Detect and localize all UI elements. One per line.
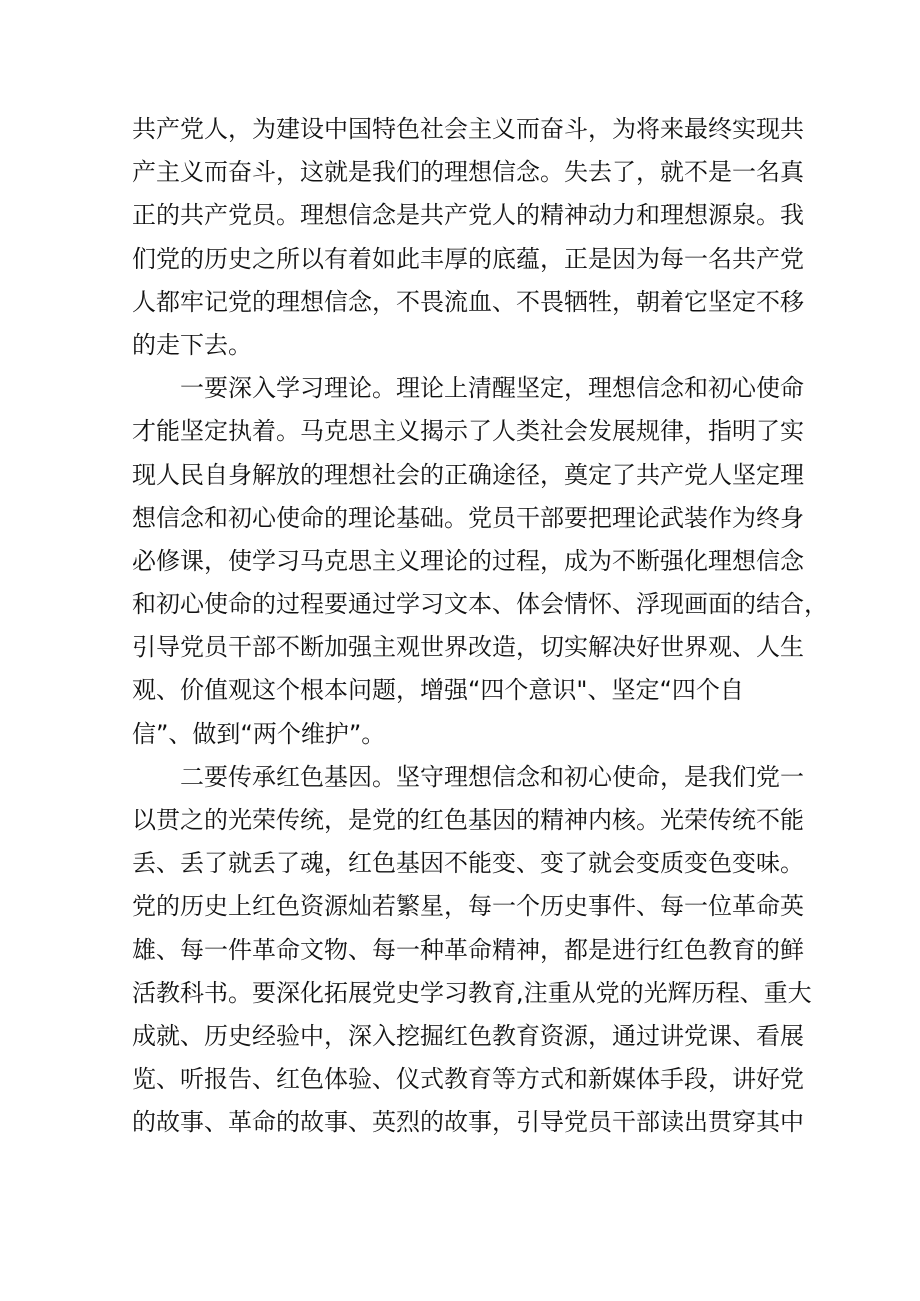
text-line: 产主义而奋斗，这就是我们的理想信念。失去了，就不是一名真: [132, 158, 804, 187]
document-body: [132, 108, 828, 1145]
paragraph-study-theory: [132, 367, 828, 756]
text-line: 活教科书。要深化拓展党史学习教育,注重从党的光辉历程、重大: [132, 978, 812, 1007]
text-line: 党的历史上红色资源灿若繁星，每一个历史事件、每一位革命英: [132, 892, 804, 921]
text-line: 信”、做到“两个维护”。: [132, 719, 386, 748]
text-line: 们党的历史之所以有着如此丰厚的底蕴，正是因为每一名共产党: [132, 244, 804, 273]
text-line: 一要深入学习理论。理论上清醒坚定，理想信念和初心使命: [180, 374, 804, 403]
text-line: 成就、历史经验中，深入挖掘红色教育资源，通过讲党课、看展: [132, 1021, 804, 1050]
text-line: 才能坚定执着。马克思主义揭示了人类社会发展规律，指明了实: [132, 417, 804, 446]
text-line: 以贯之的光荣传统，是党的红色基因的精神内核。光荣传统不能: [132, 806, 804, 834]
text-line: 共产党人，为建设中国特色社会主义而奋斗，为将来最终实现共: [132, 115, 804, 143]
paragraph-red-genes: [132, 756, 812, 1145]
text-line: 引导党员干部不断加强主观世界改造，切实解决好世界观、人生: [132, 633, 804, 662]
text-line: 的走下去。: [132, 330, 252, 359]
paragraph-ideals: [132, 108, 804, 367]
text-line: 览、听报告、红色体验、仪式教育等方式和新媒体手段，讲好党: [132, 1065, 804, 1094]
text-line: 必修课，使学习马克思主义理论的过程，成为不断强化理想信念: [132, 546, 804, 575]
text-line: 人都牢记党的理想信念，不畏流血、不畏牺牲，朝着它坚定不移: [132, 287, 804, 316]
text-line: 二要传承红色基因。坚守理想信念和初心使命，是我们党一: [180, 762, 804, 791]
text-line: 现人民自身解放的理想社会的正确途径，奠定了共产党人坚定理: [132, 460, 804, 489]
text-line: 正的共产党员。理想信念是共产党人的精神动力和理想源泉。我: [132, 201, 804, 230]
text-line: 和初心使命的过程要通过学习文本、体会情怀、浮现画面的结合，: [132, 590, 828, 619]
text-line: 的故事、革命的故事、英烈的故事，引导党员干部读出贯穿其中: [132, 1108, 804, 1137]
text-line: 雄、每一件革命文物、每一种革命精神，都是进行红色教育的鲜: [132, 935, 804, 964]
text-line: 观、价值观这个根本问题，增强“四个意识"、坚定“四个自: [132, 676, 744, 705]
text-line: 丢、丢了就丢了魂，红色基因不能变、变了就会变质变色变味。: [132, 849, 804, 878]
text-line: 想信念和初心使命的理论基础。党员干部要把理论武装作为终身: [132, 503, 804, 532]
